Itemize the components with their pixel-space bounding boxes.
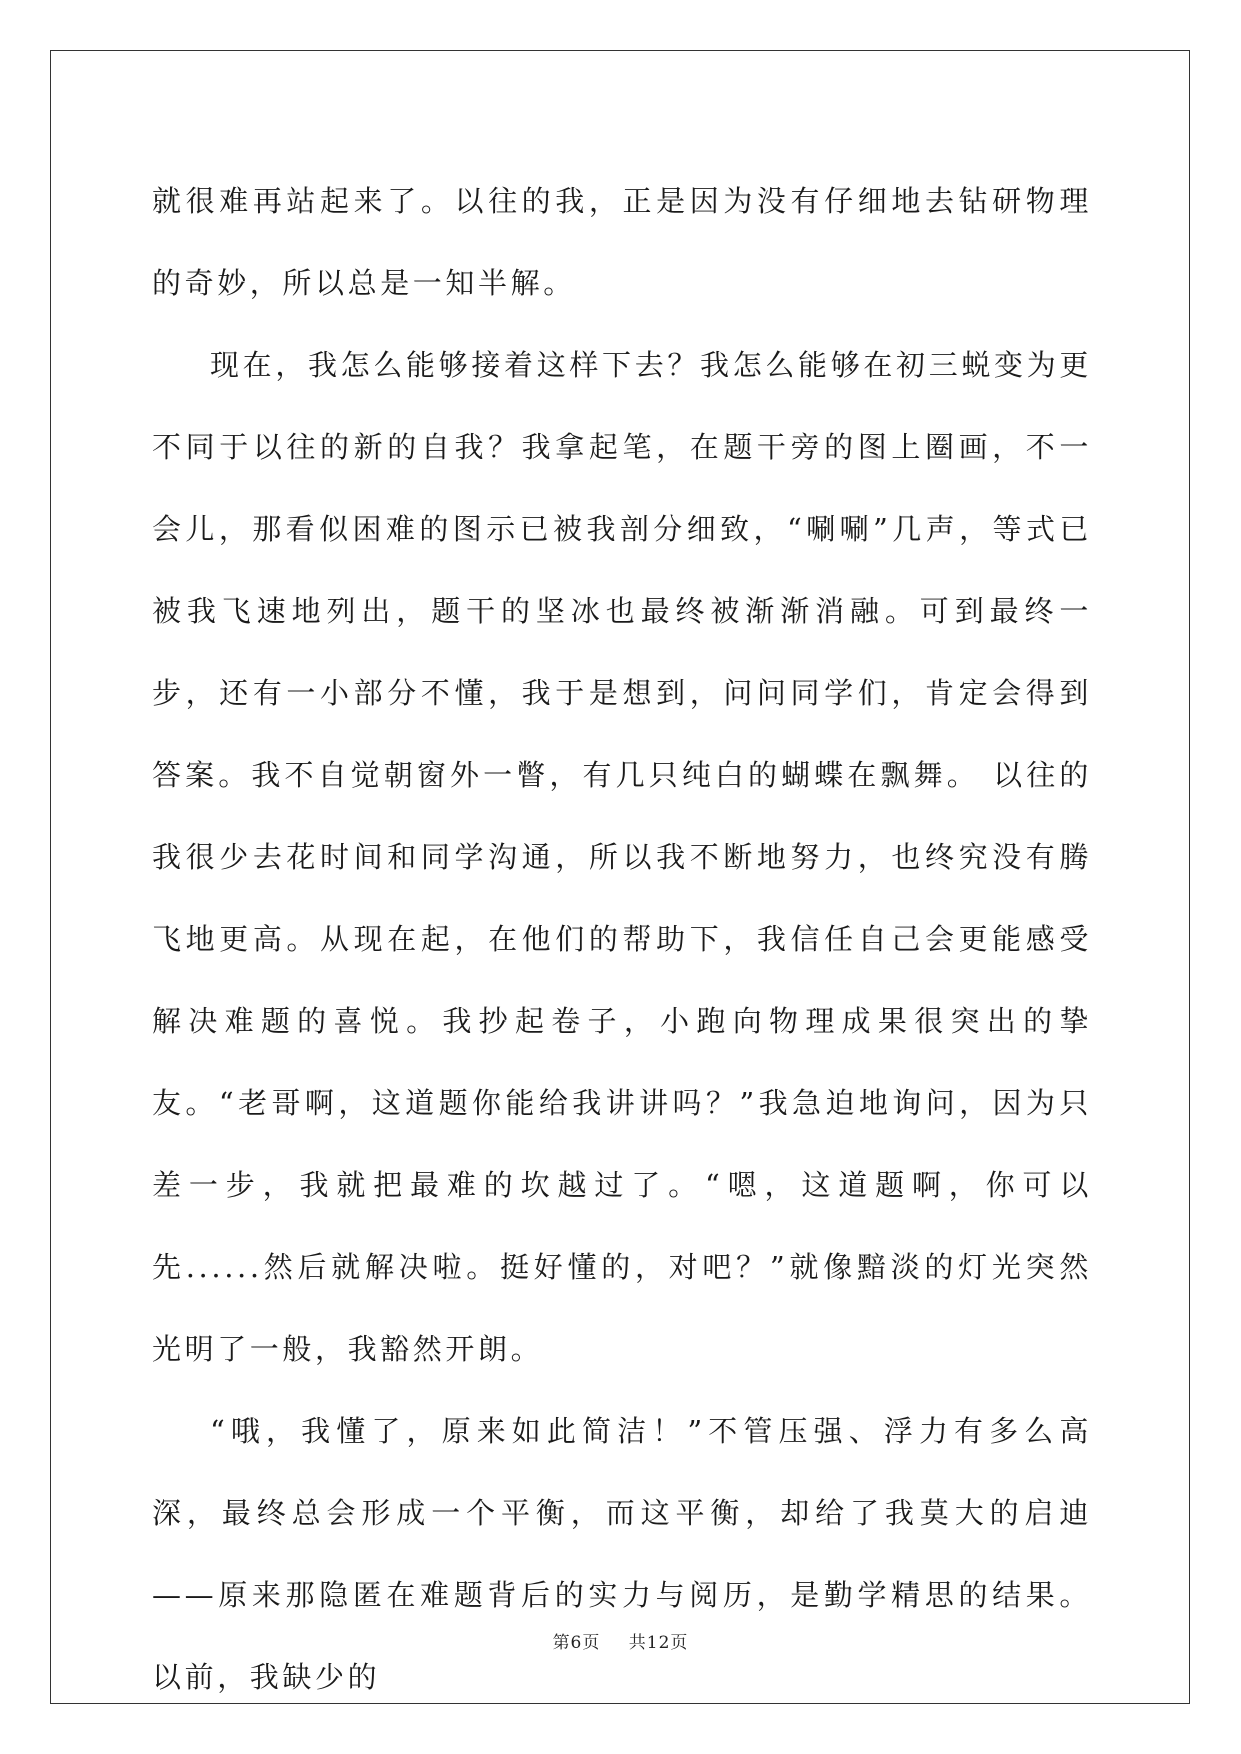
page-number: 第6页 (552, 1633, 601, 1653)
page-total: 共12页 (628, 1633, 689, 1653)
paragraph-main: 现在，我怎么能够接着这样下去？我怎么能够在初三蜕变为更不同于以往的新的自我？我拿起笔，在题干旁的图上圈画，不一会儿，那看似困难的图示已被我剖分细致，“唰唰”几声，等式已被我飞速地列出，题干的坚冰也最终被渐渐消融。可到最终一步，还有一小部分不懂，我于是想到，问问同学们，肯定会得到答案。我不自觉朝窗外一瞥，有几只纯白的蝴蝶在飘舞。 以往的我很少去花时间和同学沟通，所以我不断地努力，也终究没有腾飞地更高。从现在起，在他们的帮助下，我信任自己会更能感受解决难题的喜悦。我抄起卷子，小跑向物理成果很突出的挚友。“老哥啊，这道题你能给我讲讲吗？”我急迫地询问，因为只差一步，我就把最难的坎越过了。“嗯，这道题啊，你可以先......然后就解决啦。挺好懂的，对吧？”就像黯淡的灯光突然光明了一般，我豁然开朗。 (152, 348, 1092, 1366)
paragraph-continued: 就很难再站起来了。以往的我，正是因为没有仔细地去钻研物理的奇妙，所以总是一知半解。 (152, 184, 1092, 300)
page-footer (0, 1628, 1241, 1653)
paragraph-closing: “哦，我懂了，原来如此简洁！”不管压强、浮力有多么高深，最终总会形成一个平衡，而这平衡，却给了我莫大的启迪——原来那隐匿在难题背后的实力与阅历，是勤学精思的结果。以前，我缺少的 (152, 1414, 1092, 1694)
document-body (152, 160, 1092, 1718)
